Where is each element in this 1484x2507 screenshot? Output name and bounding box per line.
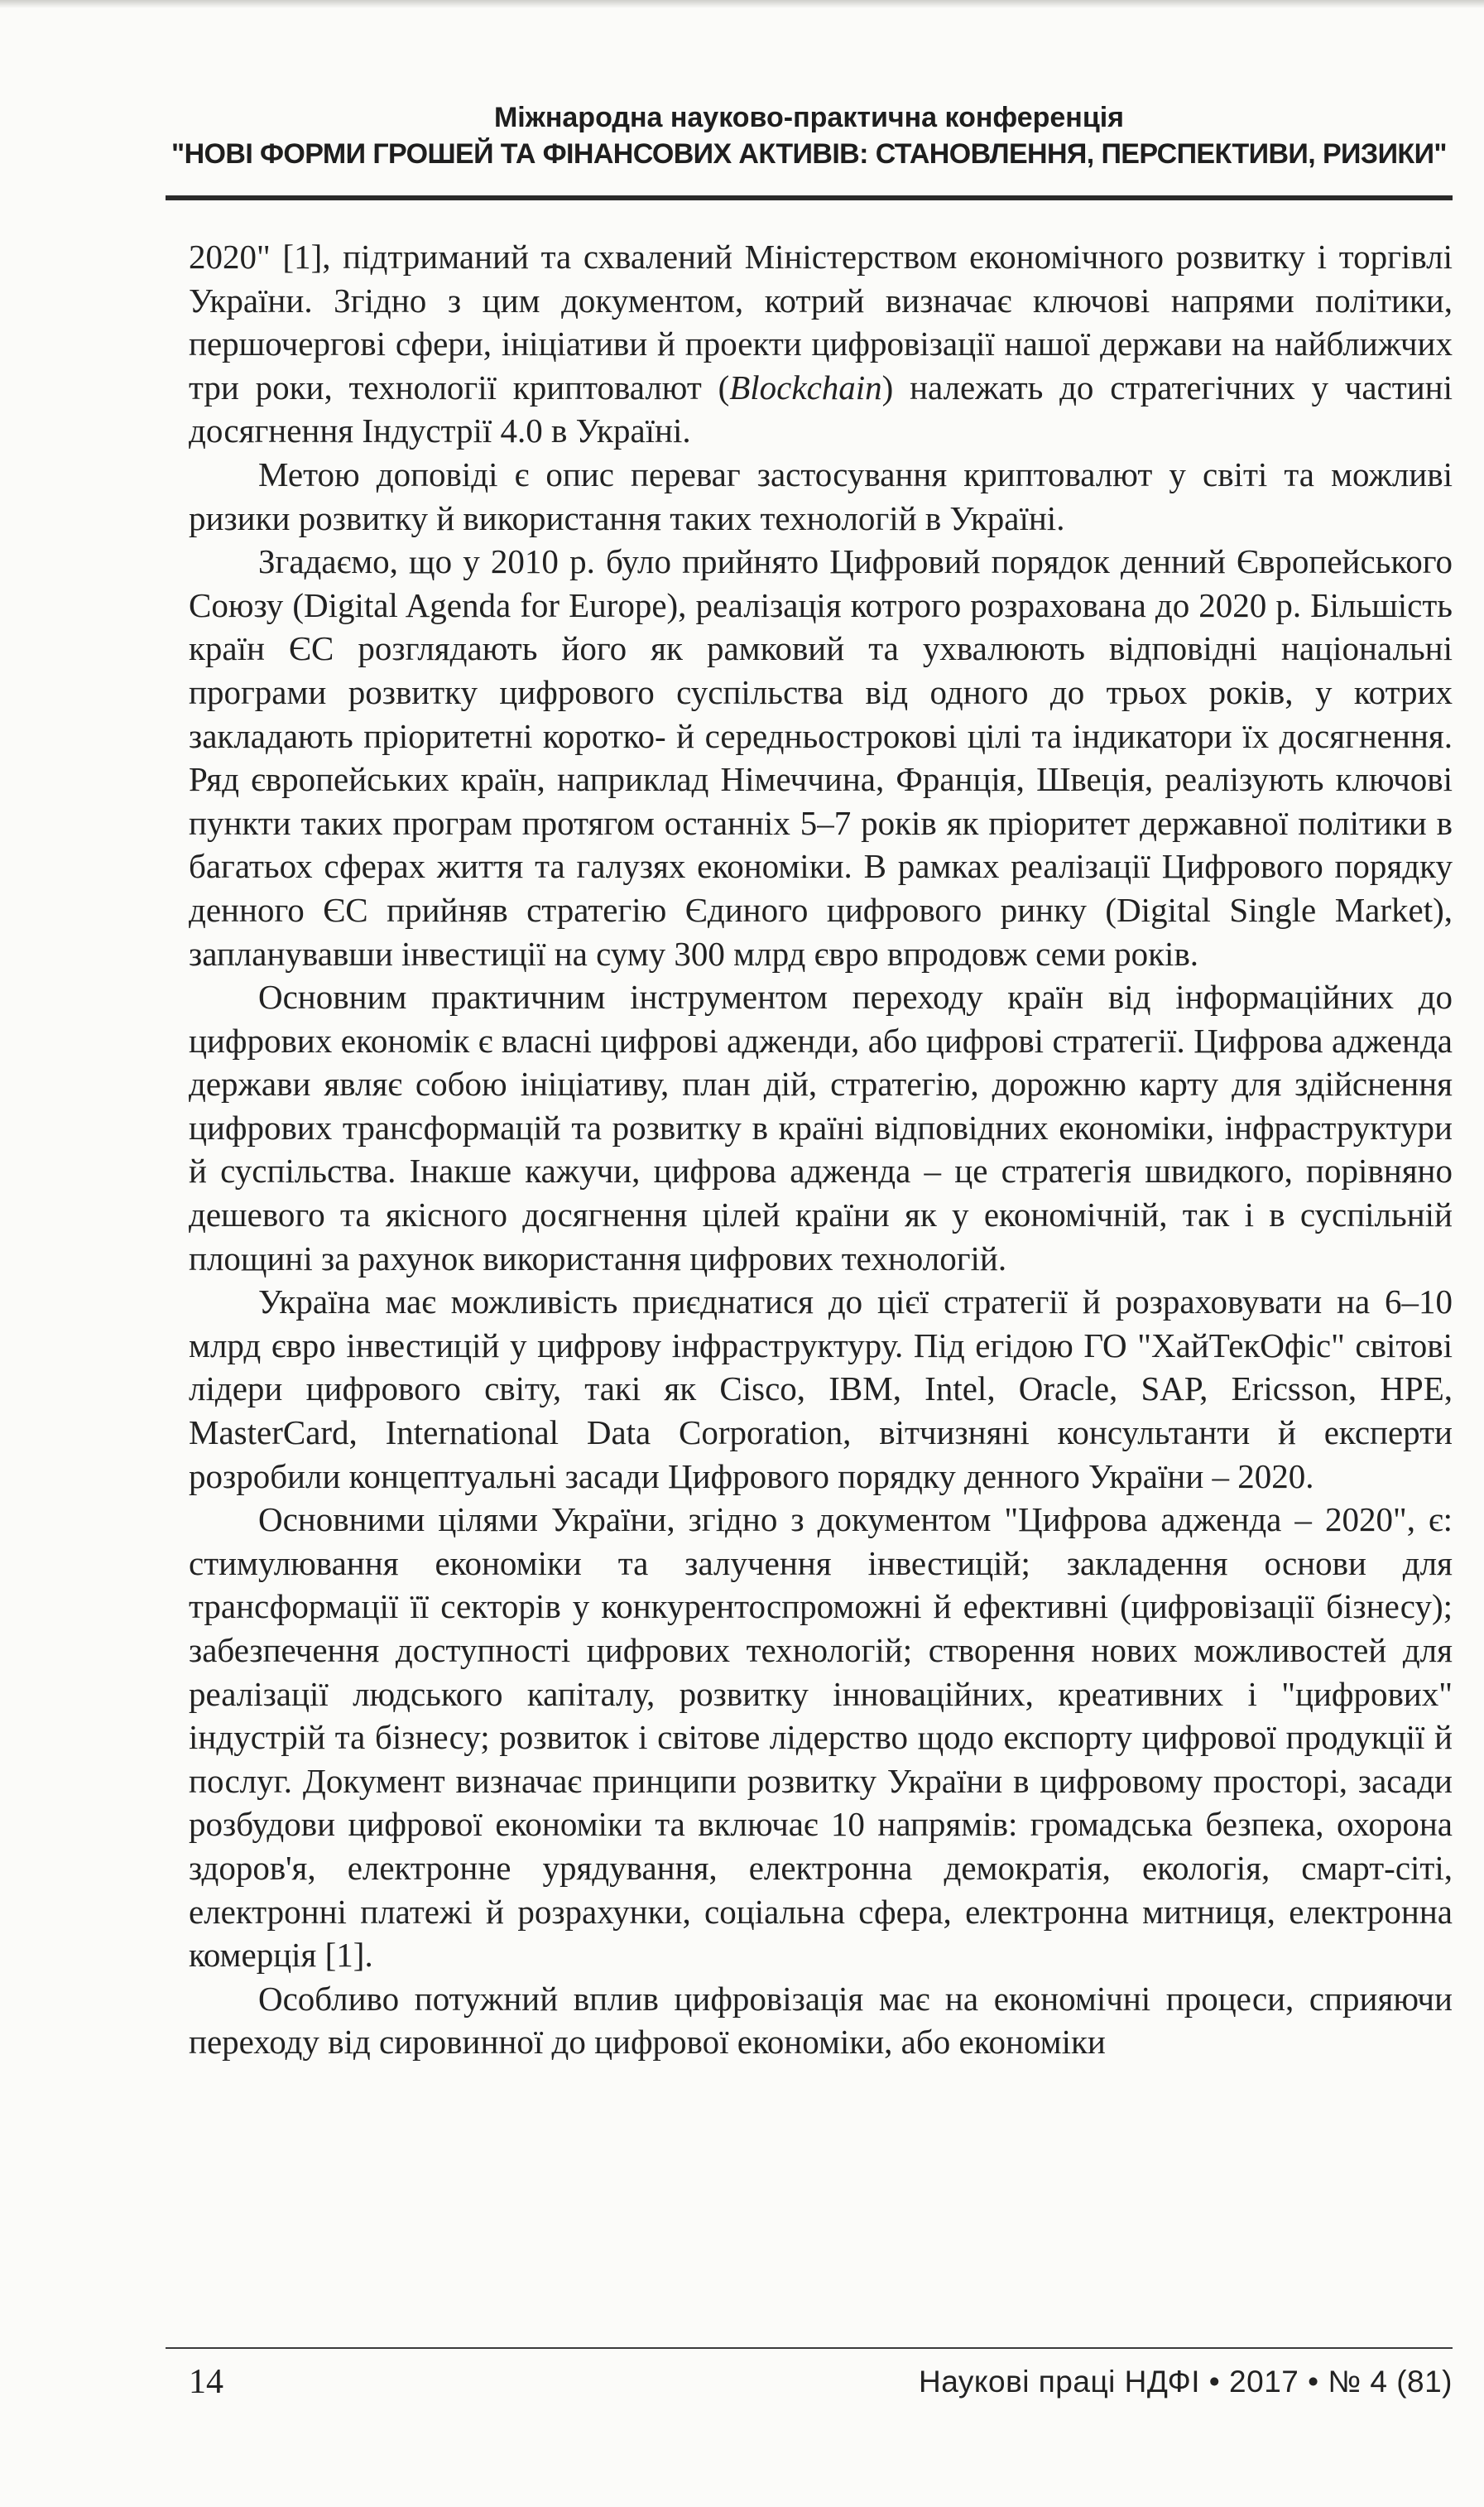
article-body [189, 235, 1453, 2064]
conference-theme: "НОВІ ФОРМИ ГРОШЕЙ ТА ФІНАНСОВИХ АКТИВІВ: СТАНОВЛЕННЯ, ПЕРСПЕКТИВИ, РИЗИКИ" [171, 138, 1447, 170]
scan-top-edge [0, 0, 1484, 8]
footer-rule [166, 2347, 1453, 2349]
emphasis-term: Blockchain [729, 368, 882, 407]
paragraph-continued [189, 235, 1453, 453]
conference-header [166, 99, 1453, 172]
header-rule [166, 195, 1453, 200]
paragraph-text: ) належать до стратегічних у частині досягнення Індустрії 4.0 в Україні. [189, 368, 1453, 450]
page-number: 14 [189, 2363, 223, 2401]
paragraph: Згадаємо, що у 2010 р. було прийнято Цифровий порядок денний Європейського Союзу (Digital Agenda for Europe), реалізація котрого розрахована до 2020 р. Більшість країн ЄС розглядають його як рамковий та ухвалюють відповідні національні програми розвитку цифрового суспільства від одного до трьох років, у котрих закладають пріоритетні коротко- й середньострокові цілі та індикатори їх досягнення. Ряд європейських країн, наприклад Німеччина, Франція, Швеція, реалізують ключові пункти таких програм протягом останніх 5–7 років як пріоритет державної політики в багатьох сферах життя та галузях економіки. В рамках реалізації Цифрового порядку денного ЄС прийняв стратегію Єдиного цифрового ринку (Digital Single Market), запланувавши інвестиції на суму 300 млрд євро впродовж семи років. [189, 542, 1453, 973]
paragraph: Метою доповіді є опис переваг застосування криптовалют у світі та можливі ризики розвитку й використання таких технологій в Україні. [189, 455, 1453, 537]
paragraph-text: 2020" [1], підтриманий та схвалений Міністерством економічного розвитку і торгівлі України. Згідно з цим документом, котрий визначає ключові напрями політики, першочергові сфери, ініціативи й проекти цифровізації нашої держави на найближчих три роки, технології криптовалют ( [189, 238, 1453, 407]
paragraph: Особливо потужний вплив цифровізація має на економічні процеси, сприяючи переходу від сировинної до цифрової економіки, або економіки [189, 1979, 1453, 2062]
conference-title: Міжнародна науково-практична конференція [493, 102, 1124, 133]
paragraph: Україна має можливість приєднатися до цієї стратегії й розраховувати на 6–10 млрд євро інвестицій у цифрову інфраструктуру. Під егідою ГО "ХайТекОфіс" світові лідери цифрового світу, такі як Cisco, IBM, Intel, Oracle, SAP, Ericsson, HPE, MasterCard, International Data Corporation, вітчизняні консультанти й експерти розробили концептуальні засади Цифрового порядку денного України – 2020. [189, 1282, 1453, 1495]
paragraph: Основними цілями України, згідно з документом "Цифрова адженда – 2020", є: стимулювання економіки та залучення інвестицій; закладення основи для трансформації її секторів у конкурентоспроможні й ефективні (цифровізації бізнесу); забезпечення доступності цифрових технологій; створення нових можливостей для реалізації людського капіталу, розвитку інноваційних, креативних і "цифрових" індустрій та бізнесу; розвиток і світове лідерство щодо експорту цифрової продукції й послуг. Документ визначає принципи розвитку України в цифровому просторі, засади розбудови цифрової економіки та включає 10 напрямів: громадська безпека, охорона здоров'я, електронне урядування, електронна демократія, екологія, смарт-сіті, електронні платежі й розрахунки, соціальна сфера, електронна митниця, електронна комерція [1]. [189, 1500, 1453, 1975]
paragraph: Основним практичним інструментом переходу країн від інформаційних до цифрових економік є власні цифрові адженди, або цифрові стратегії. Цифрова адженда держави являє собою ініціативу, план дій, стратегію, дорожню карту для здійснення цифрових трансформацій та розвитку в країні відповідних економіки, інфраструктури й суспільства. Інакше кажучи, цифрова адженда – це стратегія швидкого, порівняно дешевого та якісного досягнення цілей країни як у економічній, так і в суспільній площині за рахунок використання цифрових технологій. [189, 978, 1453, 1278]
journal-info: Наукові праці НДФІ • 2017 • № 4 (81) [919, 2365, 1453, 2399]
